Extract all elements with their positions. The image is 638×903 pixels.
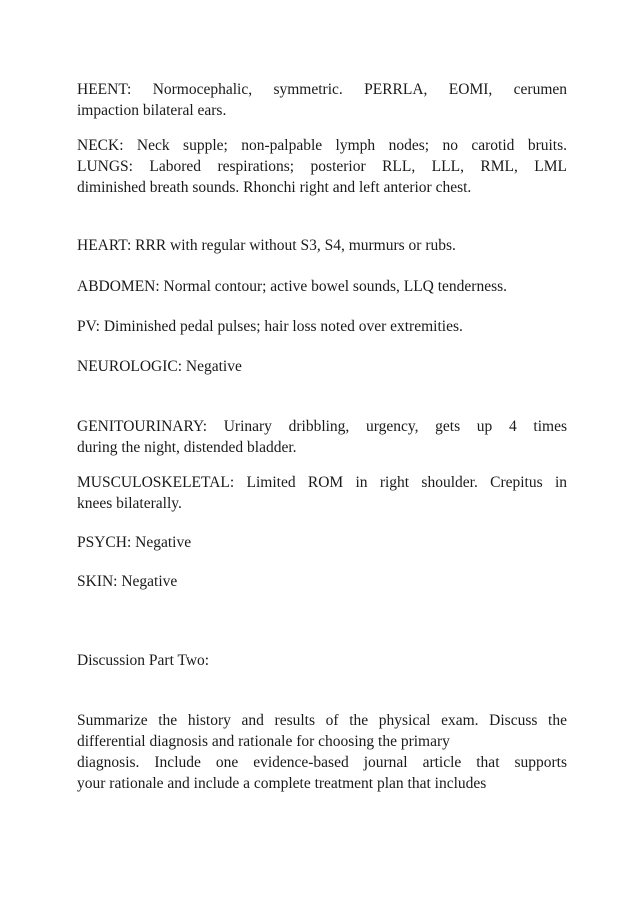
neurologic-paragraph — [77, 356, 567, 377]
instructions-line-1: Summarize the history and results of the physical exam. Discuss the — [77, 712, 567, 729]
heent-line-1: HEENT: Normocephalic, symmetric. PERRLA, EOMI, cerumen — [77, 81, 567, 98]
skin-paragraph — [77, 571, 567, 592]
neck-line: NECK: Neck supple; non-palpable lymph nodes; no carotid bruits. — [77, 137, 567, 154]
abdomen-paragraph — [77, 276, 567, 297]
musculoskeletal-line-1: MUSCULOSKELETAL: Limited ROM in right shoulder. Crepitus in — [77, 474, 567, 491]
neck-lungs-paragraph — [77, 135, 567, 198]
psych-line: PSYCH: Negative — [77, 534, 192, 551]
heart-paragraph — [77, 235, 567, 256]
instructions-line-2: differential diagnosis and rationale for choosing the primary — [77, 733, 450, 750]
instructions-line-4: your rationale and include a complete treatment plan that includes — [77, 775, 487, 792]
instructions-paragraph — [77, 710, 567, 794]
skin-line: SKIN: Negative — [77, 573, 178, 590]
musculoskeletal-paragraph — [77, 472, 567, 514]
neurologic-line: NEUROLOGIC: Negative — [77, 358, 242, 375]
pv-line: PV: Diminished pedal pulses; hair loss noted over extremities. — [77, 318, 463, 335]
abdomen-line: ABDOMEN: Normal contour; active bowel sounds, LLQ tenderness. — [77, 278, 508, 295]
heent-paragraph — [77, 79, 567, 121]
psych-paragraph — [77, 532, 567, 553]
heart-line: HEART: RRR with regular without S3, S4, murmurs or rubs. — [77, 237, 456, 254]
genitourinary-line-1: GENITOURINARY: Urinary dribbling, urgency, gets up 4 times — [77, 418, 567, 435]
discussion-heading-line: Discussion Part Two: — [77, 652, 210, 669]
lungs-line-1: LUNGS: Labored respirations; posterior RLL, LLL, RML, LML — [77, 158, 567, 175]
pv-paragraph — [77, 316, 567, 337]
heent-line-2: impaction bilateral ears. — [77, 102, 227, 119]
instructions-line-3: diagnosis. Include one evidence-based journal article that supports — [77, 754, 567, 771]
lungs-line-2: diminished breath sounds. Rhonchi right and left anterior chest. — [77, 179, 472, 196]
genitourinary-paragraph — [77, 416, 567, 458]
musculoskeletal-line-2: knees bilaterally. — [77, 495, 182, 512]
genitourinary-line-2: during the night, distended bladder. — [77, 439, 297, 456]
discussion-heading — [77, 650, 567, 671]
